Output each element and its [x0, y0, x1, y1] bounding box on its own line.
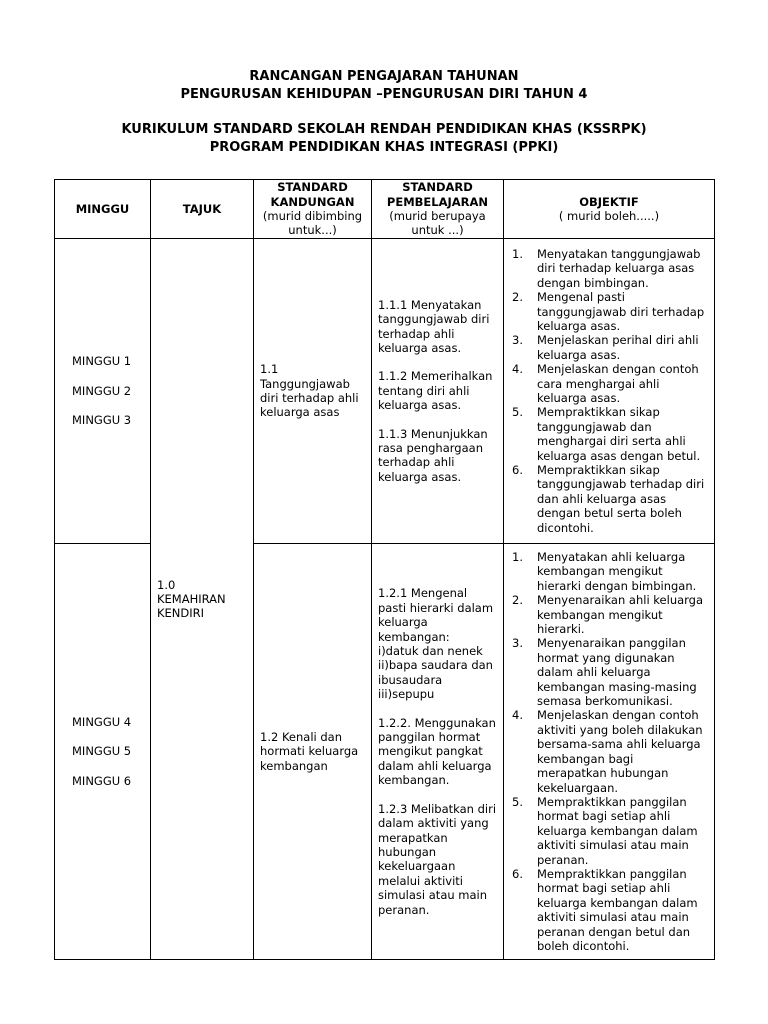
title-line-2: PENGURUSAN KEHIDUPAN –PENGURUSAN DIRI TAHUN 4	[180, 87, 588, 102]
list-item: 3. Menyenaraikan panggilan hormat yang digunakan dalam ahli keluarga kembangan masing-masing semasa berkomunikasi.	[512, 636, 697, 709]
title-line-1: RANCANGAN PENGAJARAN TAHUNAN	[249, 69, 519, 84]
sp-item: 1.1.3 Menunjukkan rasa penghargaan terhadap ahli keluarga asas.	[378, 426, 488, 484]
weeks-cell	[55, 239, 151, 544]
tajuk-name: KEMAHIRAN KENDIRI	[157, 591, 226, 621]
header-sp-title-2: PEMBELAJARAN	[386, 194, 489, 209]
header-obj-sub: ( murid boleh.....)	[558, 209, 660, 223]
list-item: 4. Menjelaskan dengan contoh cara menghargai ahli keluarga asas.	[512, 362, 699, 405]
standard-kandungan-cell	[254, 544, 372, 960]
week-label: MINGGU 2	[72, 383, 132, 398]
list-item: 2. Menyenaraikan ahli keluarga kembangan mengikut hierarki.	[512, 593, 704, 637]
week-label: MINGGU 6	[72, 773, 132, 788]
list-item: 5. Mempraktikkan sikap tanggungjawab dan menghargai diri serta ahli keluarga asas dengan betul.	[512, 405, 701, 463]
sk-text: 1.1 Tanggungjawab diri terhadap ahli keluarga asas	[260, 362, 359, 420]
title-line-3: KURIKULUM STANDARD SEKOLAH RENDAH PENDIDIKAN KHAS (KSSRPK)	[121, 122, 647, 137]
header-standard-pembelajaran	[372, 180, 504, 239]
objective-list	[510, 550, 706, 953]
list-item: 3. Menjelaskan perihal diri ahli keluarga asas.	[512, 333, 699, 362]
header-obj-title: OBJEKTIF	[579, 194, 639, 209]
header-sp-sub: (murid berupaya untuk ...)	[389, 209, 486, 238]
objektif-cell	[504, 239, 715, 544]
list-item: 6. Mempraktikkan panggilan hormat bagi setiap ahli keluarga kembangan dalam aktiviti simulasi atau main peranan dengan betul dan boleh dicontohi.	[512, 866, 698, 953]
list-item: 6. Mempraktikkan sikap tanggungjawab terhadap diri dan ahli keluarga asas dengan betul serta boleh dicontohi.	[512, 463, 705, 535]
title-line-4: PROGRAM PENDIDIKAN KHAS INTEGRASI (PPKI)	[209, 140, 559, 155]
list-item: 1. Menyatakan tanggungjawab diri terhadap keluarga asas dengan bimbingan.	[512, 246, 701, 290]
week-label: MINGGU 4	[72, 715, 132, 730]
tajuk-code: 1.0	[157, 577, 176, 592]
sp-item: 1.1.1 Menyatakan tanggungjawab diri terhadap ahli keluarga asas.	[378, 297, 490, 355]
sp-item	[378, 586, 497, 701]
list-item: 4. Menjelaskan dengan contoh aktiviti yang boleh dilakukan bersama-sama ahli keluarga kembangan bagi merapatkan hubungan kekeluargaan.	[512, 708, 703, 795]
tajuk-cell	[151, 239, 254, 960]
list-item: 5. Mempraktikkan panggilan hormat bagi setiap ahli keluarga kembangan dalam aktiviti simulasi atau main peranan.	[512, 794, 698, 867]
sp-line: ii)bapa saudara dan ibusaudara	[378, 658, 493, 687]
week-label: MINGGU 1	[72, 354, 132, 369]
standard-pembelajaran-cell	[372, 544, 504, 960]
sp-line: 1.2.1 Mengenal pasti hierarki dalam keluarga kembangan:	[378, 586, 494, 644]
sp-item: 1.2.3 Melibatkan diri dalam aktiviti yang merapatkan hubungan kekeluargaan melalui aktiviti simulasi atau main peranan.	[378, 801, 497, 917]
weeks-cell	[55, 544, 151, 960]
sk-text: 1.2 Kenali dan hormati keluarga kembangan	[260, 730, 359, 773]
sp-line: iii)sepupu	[378, 687, 435, 702]
sp-item: 1.2.2. Menggunakan panggilan hormat mengikut pangkat dalam ahli keluarga kembangan.	[378, 715, 496, 788]
week-label: MINGGU 5	[72, 744, 132, 759]
document-title-block	[0, 68, 768, 157]
header-standard-kandungan	[254, 180, 372, 239]
objektif-cell	[504, 544, 715, 960]
list-item: 2. Mengenal pasti tanggungjawab diri terhadap keluarga asas.	[512, 290, 705, 333]
header-tajuk: TAJUK	[151, 180, 254, 239]
lesson-plan-table	[54, 179, 715, 960]
sp-line: i)datuk dan nenek	[378, 644, 483, 659]
header-sk-title-2: KANDUNGAN	[270, 194, 355, 209]
table-header-row	[55, 180, 715, 239]
list-item: 1. Menyatakan ahli keluarga kembangan mengikut hierarki dengan bimbingan.	[512, 550, 697, 593]
header-sk-sub: (murid dibimbing untuk...)	[262, 209, 363, 238]
header-objektif	[504, 180, 715, 239]
table-row	[55, 239, 715, 544]
header-minggu: MINGGU	[55, 180, 151, 239]
standard-kandungan-cell	[254, 239, 372, 544]
header-sk-title-1: STANDARD	[277, 180, 348, 195]
week-label: MINGGU 3	[72, 413, 132, 428]
header-sp-title-1: STANDARD	[402, 180, 473, 195]
objective-list	[510, 247, 706, 535]
title-spacer	[0, 104, 768, 121]
standard-pembelajaran-cell	[372, 239, 504, 544]
sp-item: 1.1.2 Memerihalkan tentang diri ahli keluarga asas.	[378, 369, 493, 413]
